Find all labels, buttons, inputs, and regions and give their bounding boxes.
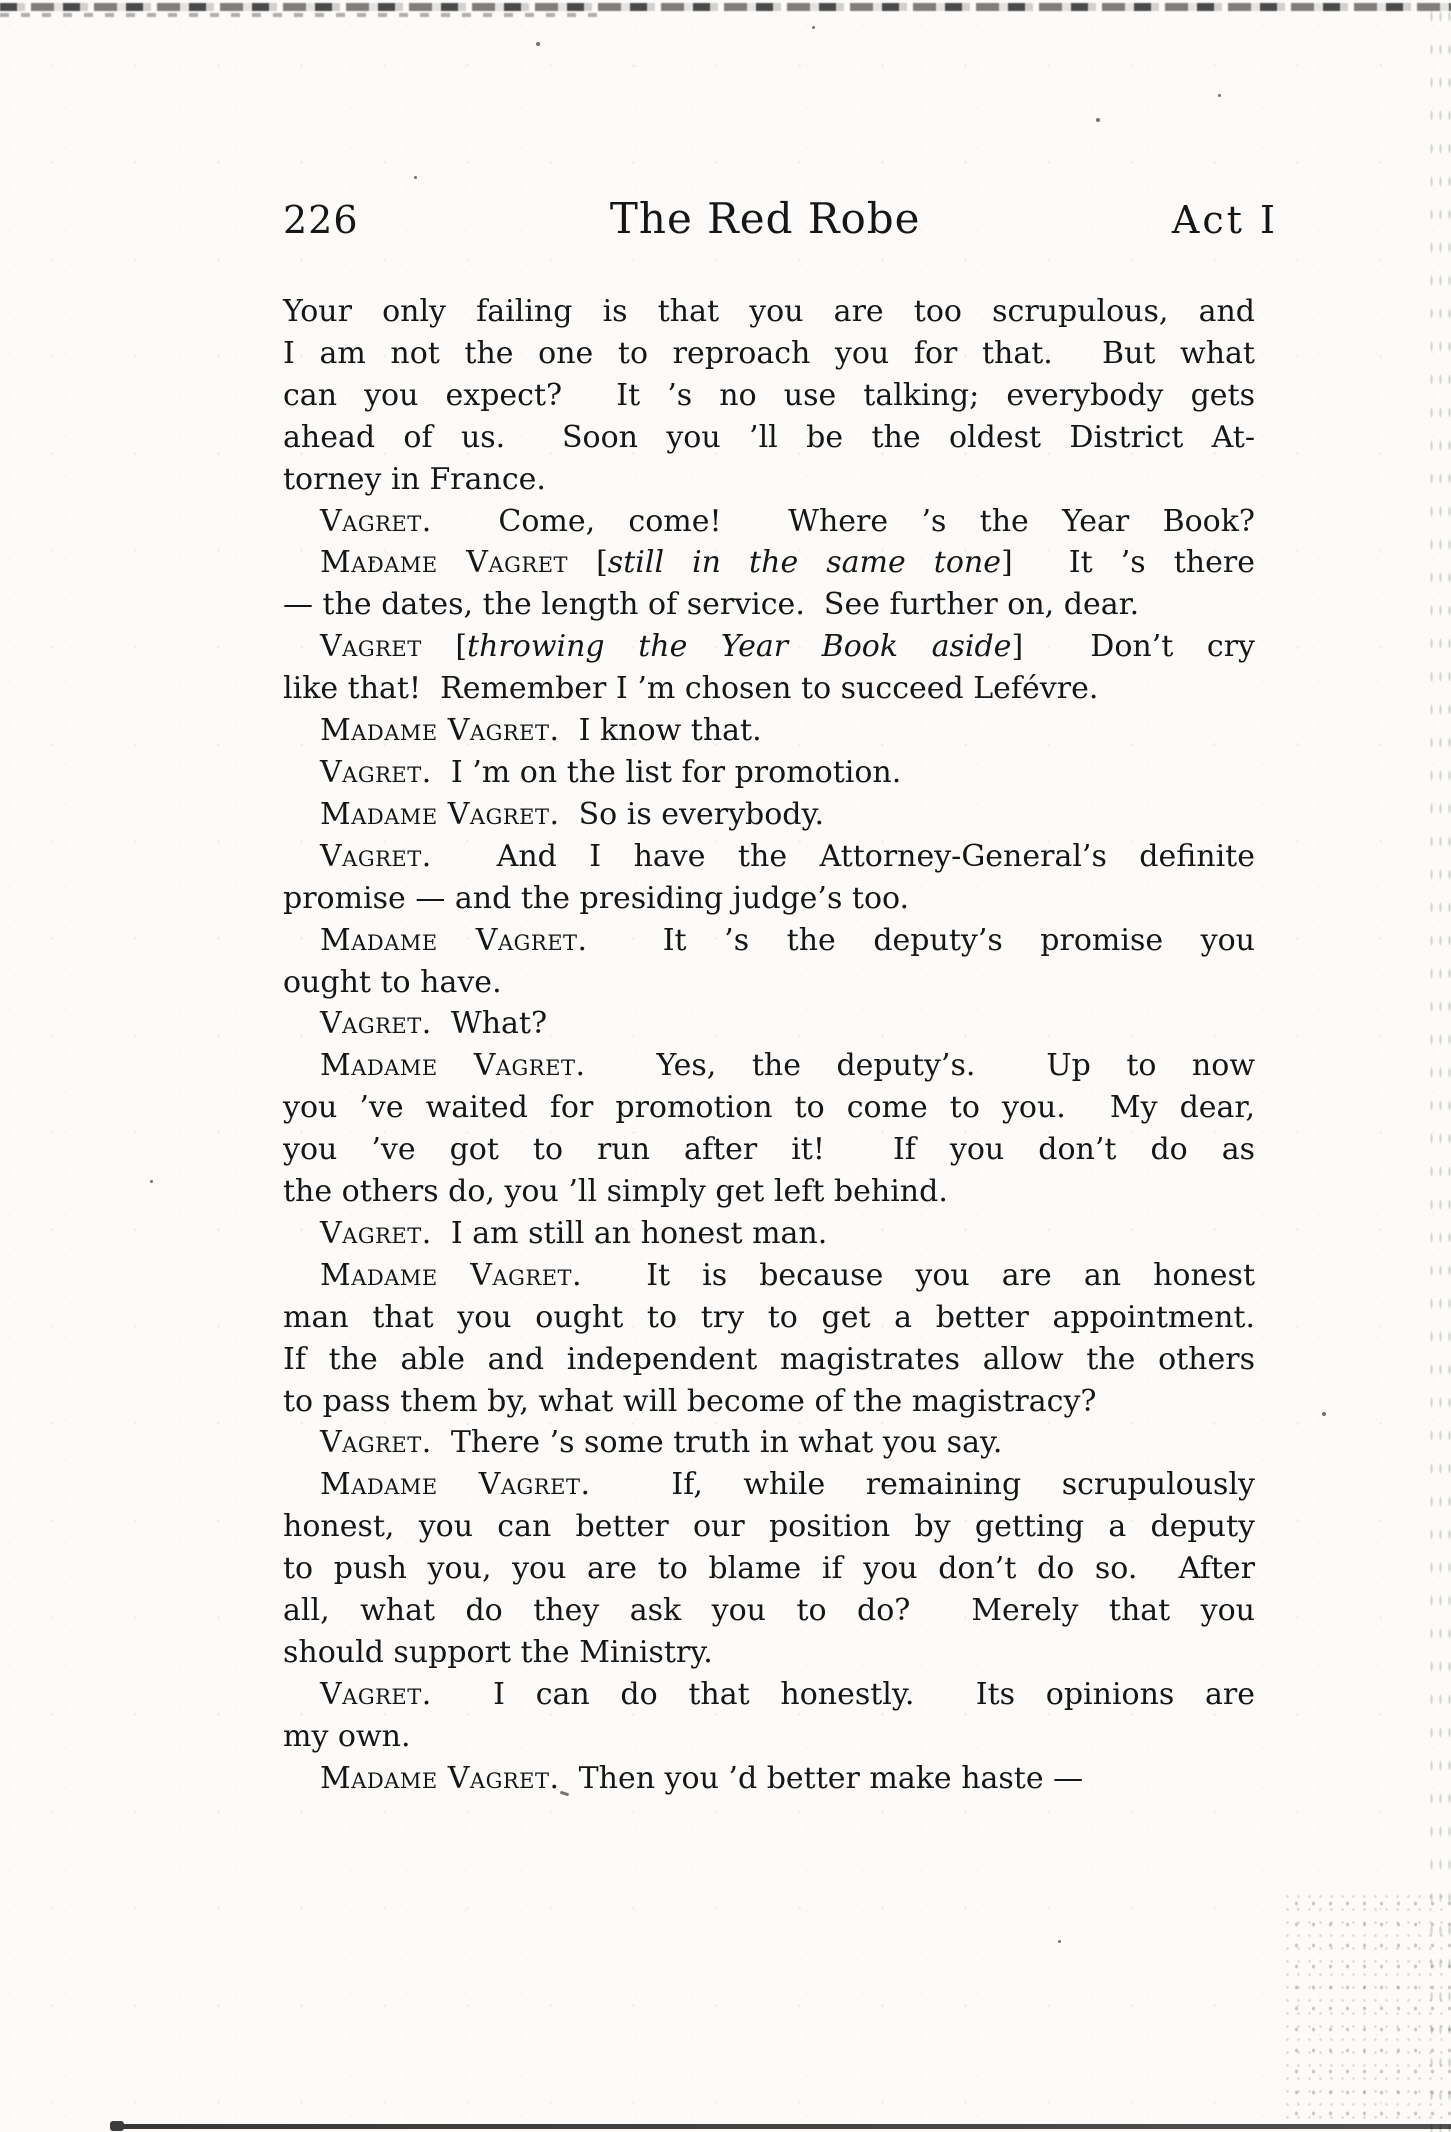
speaker-name: Madame Vagret. bbox=[320, 1760, 560, 1796]
text-line bbox=[283, 333, 1255, 375]
page-number: 226 bbox=[283, 198, 359, 242]
dialogue-text: [ bbox=[568, 545, 608, 581]
text-line bbox=[283, 584, 1255, 626]
speaker-name: Madame Vagret. bbox=[320, 713, 560, 749]
speaker-name: Madame Vagret. bbox=[320, 1467, 591, 1503]
text-line bbox=[283, 1506, 1255, 1548]
text-line bbox=[283, 752, 1255, 794]
text-line bbox=[283, 1045, 1255, 1087]
scan-speck bbox=[150, 1180, 153, 1183]
scan-speck bbox=[1218, 94, 1221, 97]
speaker-name: Madame Vagret. bbox=[320, 796, 560, 832]
speaker-name: Madame Vagret. bbox=[320, 1048, 586, 1084]
dialogue-text: If, while remaining scrupulously bbox=[590, 1467, 1255, 1503]
text-line bbox=[283, 1129, 1255, 1171]
speaker-name: Vagret. bbox=[320, 838, 432, 874]
dialogue-text: can you expect? It ’s no use talking; everybody gets bbox=[283, 377, 1255, 413]
speaker-name: Vagret. bbox=[320, 1676, 432, 1712]
scan-speck bbox=[1096, 118, 1100, 122]
text-block bbox=[283, 291, 1255, 1800]
dialogue-text: you ’ve got to run after it! If you don’t do as bbox=[283, 1132, 1255, 1168]
dialogue-text: There ’s some truth in what you say. bbox=[431, 1425, 1003, 1461]
dialogue-text: It ’s the deputy’s promise you bbox=[587, 922, 1255, 958]
dialogue-text: ought to have. bbox=[283, 964, 502, 1000]
dialogue-text: — the dates, the length of service. See further on, dear. bbox=[283, 587, 1140, 623]
speaker-name: Vagret bbox=[320, 629, 422, 665]
scan-noise-right-edge bbox=[1427, 0, 1451, 2132]
stage-direction: throwing the Year Book aside bbox=[467, 629, 1012, 665]
speaker-name: Madame Vagret. bbox=[320, 922, 588, 958]
scan-speck bbox=[1058, 1940, 1061, 1943]
text-line bbox=[283, 375, 1255, 417]
speaker-name: Madame Vagret. bbox=[320, 1257, 583, 1293]
text-line bbox=[283, 1297, 1255, 1339]
dialogue-text: honest, you can better our position by getting a deputy bbox=[283, 1509, 1255, 1545]
speaker-name: Vagret. bbox=[320, 1425, 432, 1461]
text-line bbox=[283, 1087, 1255, 1129]
speaker-name: Vagret. bbox=[320, 754, 432, 790]
text-line bbox=[283, 291, 1255, 333]
dialogue-text: my own. bbox=[283, 1718, 411, 1754]
dialogue-text: Your only failing is that you are too scrupulous, and bbox=[283, 294, 1255, 329]
text-line bbox=[283, 1422, 1255, 1464]
dialogue-text: I am not the one to reproach you for that. But what bbox=[283, 335, 1255, 371]
dialogue-text: Yes, the deputy’s. Up to now bbox=[585, 1048, 1255, 1084]
scan-speck bbox=[1322, 1412, 1326, 1416]
dialogue-text: It is because you are an honest bbox=[582, 1257, 1256, 1293]
dialogue-text: I know that. bbox=[559, 713, 762, 749]
dialogue-text: What? bbox=[431, 1006, 548, 1042]
stage-direction: still in the same tone bbox=[607, 545, 1001, 581]
text-line bbox=[283, 1716, 1255, 1758]
dialogue-text: ahead of us. Soon you ’ll be the oldest District At- bbox=[283, 419, 1255, 455]
text-line bbox=[283, 1548, 1255, 1590]
speaker-name: Vagret. bbox=[320, 1215, 432, 1251]
scan-speck bbox=[812, 26, 815, 29]
dialogue-text: you ’ve waited for promotion to come to you. My dear, bbox=[283, 1090, 1255, 1126]
dialogue-text: I can do that honestly. Its opinions are bbox=[431, 1676, 1255, 1712]
dialogue-text: to pass them by, what will become of the magistracy? bbox=[283, 1383, 1097, 1419]
speaker-name: Vagret. bbox=[320, 1006, 432, 1042]
text-line bbox=[283, 710, 1255, 752]
text-line bbox=[283, 920, 1255, 962]
scan-artifact-bottom-edge bbox=[118, 2124, 1451, 2129]
dialogue-text: I am still an honest man. bbox=[431, 1215, 828, 1251]
speaker-name: Madame Vagret bbox=[320, 545, 569, 581]
page-header bbox=[283, 194, 1278, 243]
text-line bbox=[283, 1213, 1255, 1255]
dialogue-text: If the able and independent magistrates allow the others bbox=[283, 1341, 1255, 1377]
dialogue-text: torney in France. bbox=[283, 461, 546, 497]
text-line bbox=[283, 1632, 1255, 1674]
text-line bbox=[283, 836, 1255, 878]
dialogue-text: to push you, you are to blame if you don’t do so. After bbox=[283, 1551, 1255, 1587]
scan-speck bbox=[414, 176, 417, 179]
dialogue-text: Come, come! Where ’s the Year Book? bbox=[431, 503, 1255, 539]
dialogue-text: And I have the Attorney-General’s definite bbox=[431, 838, 1255, 874]
dialogue-text: all, what do they ask you to do? Merely that you bbox=[283, 1593, 1255, 1629]
text-line bbox=[283, 962, 1255, 1004]
text-line bbox=[283, 1339, 1255, 1381]
text-line bbox=[283, 501, 1255, 543]
speaker-name: Vagret. bbox=[320, 503, 432, 539]
running-title: The Red Robe bbox=[609, 194, 921, 243]
text-line bbox=[283, 417, 1255, 459]
text-line bbox=[283, 459, 1255, 501]
text-line bbox=[283, 1003, 1255, 1045]
dialogue-text: ] It ’s there bbox=[1000, 545, 1255, 581]
dialogue-text: So is everybody. bbox=[559, 796, 825, 832]
text-line bbox=[283, 626, 1255, 668]
text-line bbox=[283, 1464, 1255, 1506]
scan-artifact-top-edge-secondary bbox=[0, 13, 609, 17]
text-line bbox=[283, 794, 1255, 836]
dialogue-text: [ bbox=[421, 629, 468, 665]
text-line bbox=[283, 542, 1255, 584]
dialogue-text: promise — and the presiding judge’s too. bbox=[283, 880, 910, 916]
dialogue-text: the others do, you ’ll simply get left behind. bbox=[283, 1174, 948, 1210]
scan-artifact-top-edge bbox=[0, 3, 1451, 11]
text-line bbox=[283, 1171, 1255, 1213]
dialogue-text: should support the Ministry. bbox=[283, 1635, 713, 1670]
text-line bbox=[283, 668, 1255, 710]
text-line bbox=[283, 1255, 1255, 1297]
dialogue-text: man that you ought to try to get a better appointment. bbox=[283, 1299, 1255, 1335]
text-line bbox=[283, 1758, 1255, 1800]
text-line bbox=[283, 878, 1255, 920]
dialogue-text: I ’m on the list for promotion. bbox=[431, 754, 902, 790]
act-label: Act I bbox=[1171, 198, 1278, 242]
text-line bbox=[283, 1674, 1255, 1716]
dialogue-text: Then you ’d better make haste — bbox=[559, 1760, 1084, 1796]
text-line bbox=[283, 1381, 1255, 1423]
dialogue-text: ] Don’t cry bbox=[1011, 629, 1255, 665]
scan-speck bbox=[536, 42, 540, 46]
dialogue-text: like that! Remember I ’m chosen to succeed Lefévre. bbox=[283, 671, 1099, 707]
text-line bbox=[283, 1590, 1255, 1632]
